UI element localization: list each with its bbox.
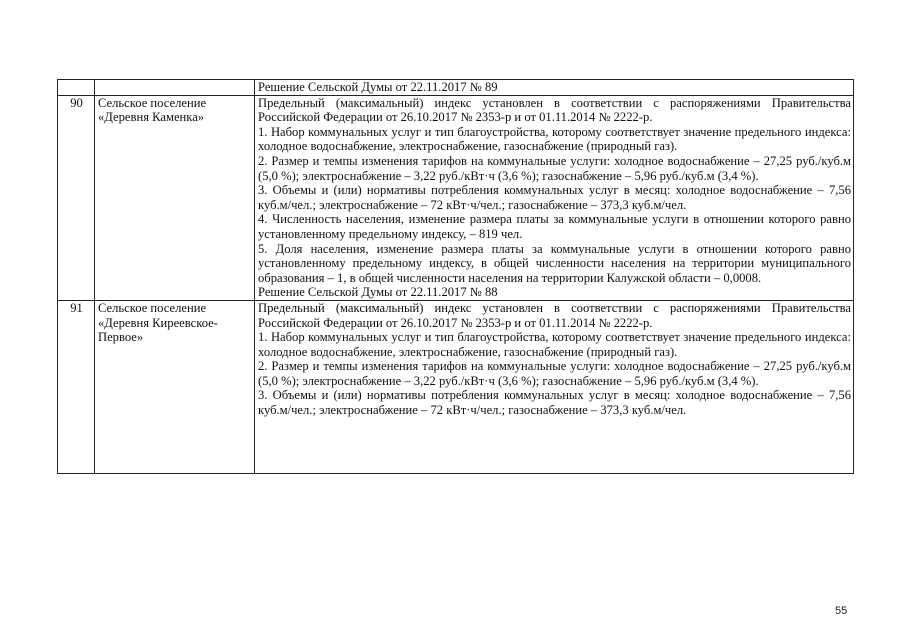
info-cell xyxy=(255,95,854,300)
info-cell xyxy=(255,80,854,96)
settlement-line: «Деревня Киреевское- xyxy=(98,315,218,330)
item-paragraph: 5. Доля населения, изменение размера платы за коммунальные услуги в отношении которого равно установленному предельному индексу, в общей численности населения на территории муниципального образования – 1, в общей численности населения на территории Калужской области – 0,0008. xyxy=(258,241,851,285)
table-row xyxy=(58,80,854,96)
settlement-name xyxy=(95,300,255,473)
info-cell xyxy=(255,300,854,473)
settlement-name xyxy=(95,95,255,300)
decision-reference: Решение Сельской Думы от 22.11.2017 № 88 xyxy=(258,285,498,300)
settlement-cell xyxy=(95,80,255,96)
decision-reference: Решение Сельской Думы от 22.11.2017 № 89 xyxy=(258,80,498,94)
settlement-line: Первое» xyxy=(98,330,144,345)
item-paragraph: 1. Набор коммунальных услуг и тип благоустройства, которому соответствует значение предельного индекса: холодное водоснабжение, электроснабжение, газоснабжение (природный газ). xyxy=(258,124,851,154)
item-paragraph: 4. Численность населения, изменение размера платы за коммунальные услуги в отношении которого равно установленному предельному индексу, – 819 чел. xyxy=(258,212,851,241)
page-number: 55 xyxy=(835,605,848,617)
table-row xyxy=(58,95,854,300)
table-row xyxy=(58,300,854,473)
item-paragraph: 2. Размер и темпы изменения тарифов на коммунальные услуги: холодное водоснабжение – 27,25 руб./куб.м (5,0 %); электроснабжение – 3,22 руб./кВт·ч (3,6 %); газоснабжение – 5,96 руб./куб.м (3,4 %). xyxy=(258,153,851,183)
tariff-table xyxy=(57,79,854,474)
intro-paragraph: Предельный (максимальный) индекс установлен в соответствии с распоряжениями Правительства Российской Федерации от 26.10.2017 № 2353-р и от 01.11.2014 № 2222-р. xyxy=(258,300,851,330)
row-number: 91 xyxy=(58,300,95,473)
settlement-line: «Деревня Каменка» xyxy=(98,110,205,125)
item-paragraph: 2. Размер и темпы изменения тарифов на коммунальные услуги: холодное водоснабжение – 27,25 руб./куб.м (5,0 %); электроснабжение – 3,22 руб./кВт·ч (3,6 %); газоснабжение – 5,96 руб./куб.м (3,4 %). xyxy=(258,359,851,388)
item-paragraph: 1. Набор коммунальных услуг и тип благоустройства, которому соответствует значение предельного индекса: холодное водоснабжение, электроснабжение, газоснабжение (природный газ). xyxy=(258,330,851,359)
number-cell xyxy=(58,80,95,96)
item-paragraph: 3. Объемы и (или) нормативы потребления коммунальных услуг в месяц: холодное водоснабжение – 7,56 куб.м/чел.; электроснабжение – 72 кВт·ч/чел.; газоснабжение – 373,3 куб.м/чел. xyxy=(258,388,851,418)
settlement-line: Сельское поселение xyxy=(98,300,207,315)
intro-paragraph: Предельный (максимальный) индекс установлен в соответствии с распоряжениями Правительства Российской Федерации от 26.10.2017 № 2353-р и от 01.11.2014 № 2222-р. xyxy=(258,95,851,125)
settlement-line: Сельское поселение xyxy=(98,95,207,110)
item-paragraph: 3. Объемы и (или) нормативы потребления коммунальных услуг в месяц: холодное водоснабжение – 7,56 куб.м/чел.; электроснабжение – 72 кВт·ч/чел.; газоснабжение – 373,3 куб.м/чел. xyxy=(258,183,851,212)
row-number: 90 xyxy=(58,95,95,300)
